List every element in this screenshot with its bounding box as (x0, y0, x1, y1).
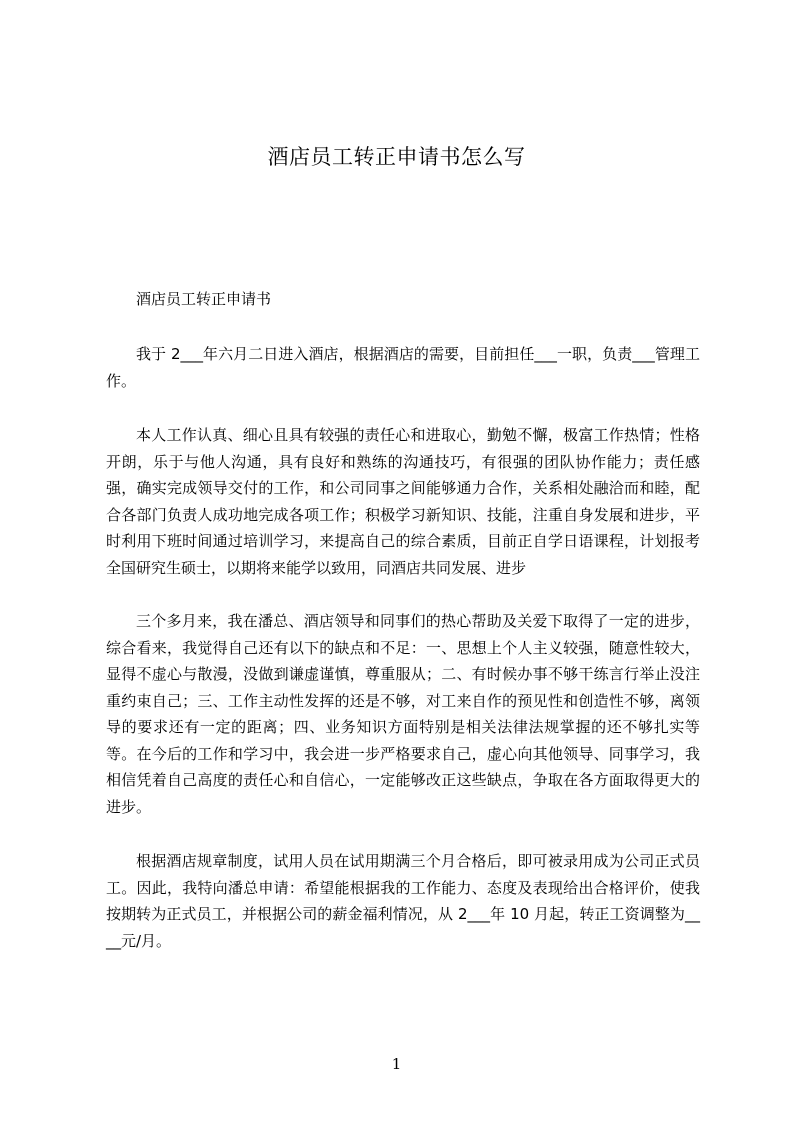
paragraph-position: 我于 2___年六月二日进入酒店，根据酒店的需要，目前担任___一职，负责___管理工作。 (106, 345, 700, 390)
page-number: 1 (391, 1055, 402, 1073)
paragraph-request: 根据酒店规章制度，试用人员在试用期满三个月合格后，即可被录用成为公司正式员工。因此，我特向潘总申请：希望能根据我的工作能力、态度及表现给出合格评价，使我按期转为正式员工，并根据公司的薪金福利情况，从 2___年 10 月起，转正工资调整为____元/月。 (106, 852, 700, 950)
paragraph-strengths: 本人工作认真、细心且具有较强的责任心和进取心，勤勉不懈，极富工作热情；性格开朗，乐于与他人沟通，具有良好和熟练的沟通技巧，有很强的团队协作能力；责任感强，确实完成领导交付的工作，和公司同事之间能够通力合作，关系相处融洽而和睦，配合各部门负责人成功地完成各项工作；积极学习新知识、技能，注重自身发展和进步，平时利用下班时间通过培训学习，来提高自己的综合素质，目前正自学日语课程，计划报考全国研究生硕士，以期将来能学以致用，同酒店共同发展、进步 (106, 426, 700, 577)
paragraph-shortcomings: 三个多月来，我在潘总、酒店领导和同事们的热心帮助及关爱下取得了一定的进步，综合看来，我觉得自己还有以下的缺点和不足：一、思想上个人主义较强，随意性较大，显得不虚心与散漫，没做到谦虚谨慎，尊重服从；二、有时候办事不够干练言行举止没注重约束自己；三、工作主动性发挥的还是不够，对工来自作的预见性和创造性不够，离领导的要求还有一定的距离；四、业务知识方面特别是相关法律法规掌握的还不够扎实等等。在今后的工作和学习中，我会进一步严格要求自己，虚心向其他领导、同事学习，我相信凭着自己高度的责任心和自信心，一定能够改正这些缺点，争取在各方面取得更大的进步。 (106, 612, 700, 816)
document-title: 酒店员工转正申请书怎么写 (267, 145, 526, 169)
subheading: 酒店员工转正申请书 (136, 290, 272, 308)
